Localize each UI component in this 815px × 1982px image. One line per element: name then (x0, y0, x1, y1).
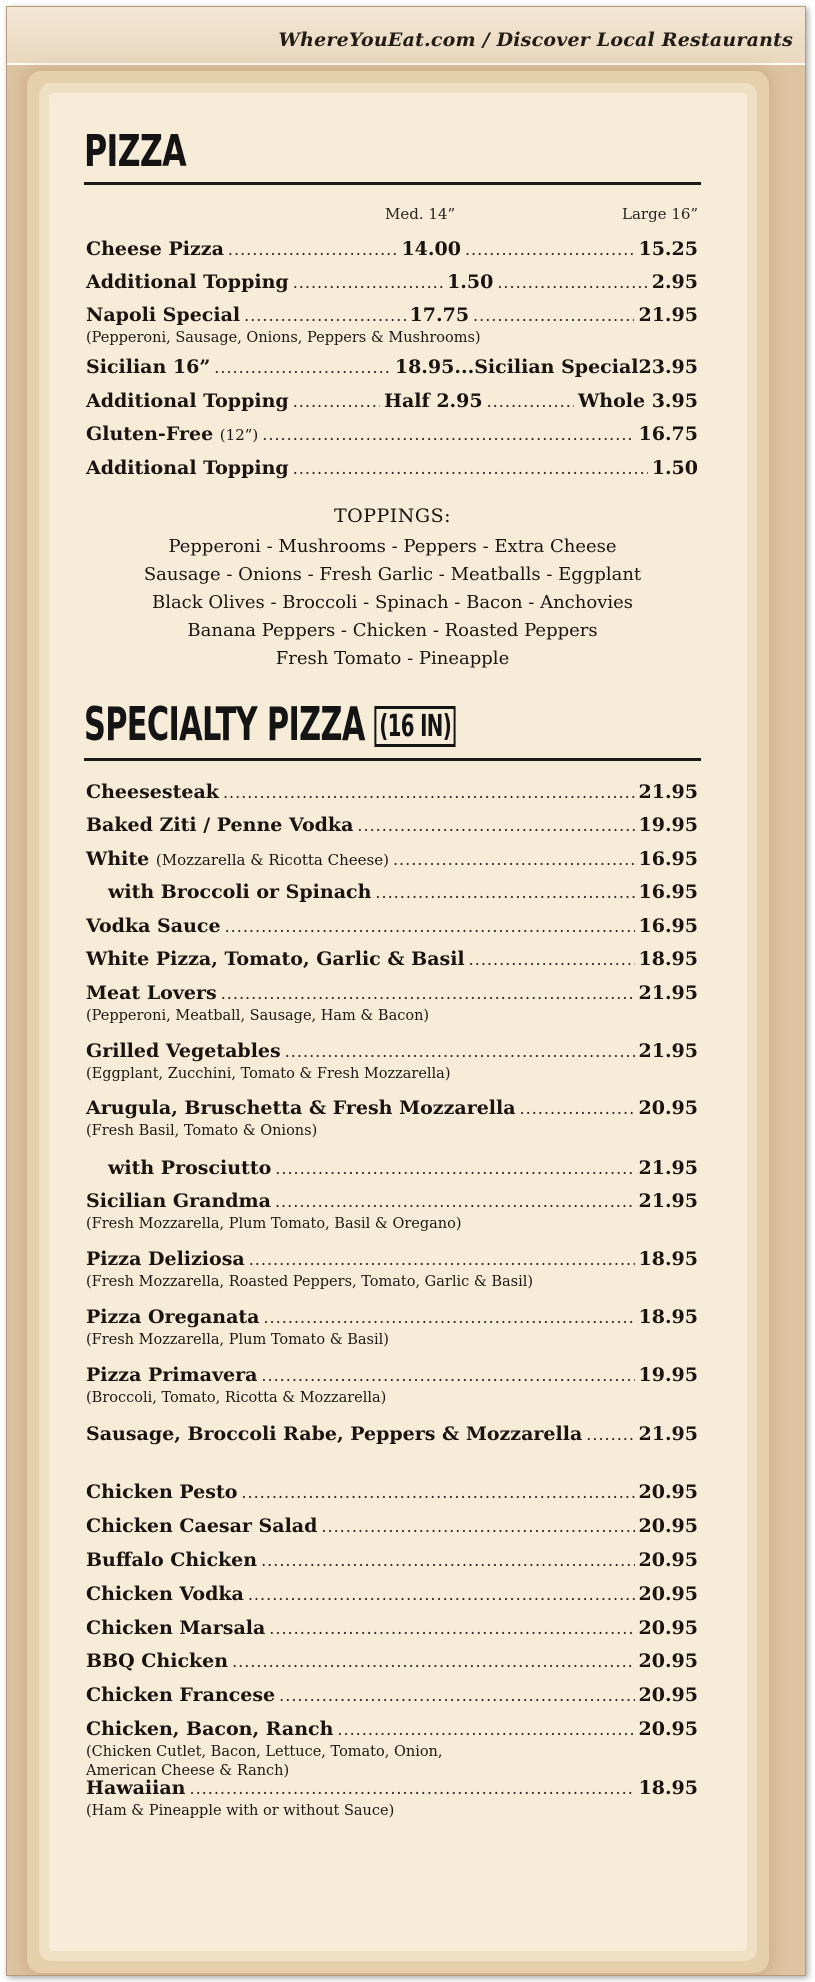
pizza-item[interactable] (86, 304, 698, 330)
specialty-item-price: 16.95 (638, 915, 698, 937)
specialty-item-name: with Broccoli or Spinach (108, 881, 372, 903)
specialty-item[interactable] (86, 1097, 698, 1123)
specialty-item-name: Chicken Vodka (86, 1583, 244, 1605)
specialty-item[interactable] (86, 1248, 698, 1274)
leader-dots (241, 1483, 634, 1505)
pizza-item-name: Additional Topping (86, 457, 289, 479)
specialty-item-price: 21.95 (638, 1423, 698, 1445)
leader-dots (586, 1425, 634, 1447)
pizza-item[interactable] (86, 356, 698, 382)
leader-dots (261, 1551, 634, 1573)
pizza-item[interactable] (86, 423, 698, 449)
leader-dots (473, 306, 634, 328)
specialty-item-description: (Eggplant, Zucchini, Tomato & Fresh Mozzarella) (86, 1066, 451, 1082)
specialty-item-price: 21.95 (638, 1190, 698, 1212)
specialty-item[interactable] (86, 1157, 698, 1183)
specialty-item-price: 21.95 (638, 781, 698, 803)
specialty-item-description-cont: American Cheese & Ranch) (86, 1763, 290, 1779)
specialty-item-price: 20.95 (638, 1650, 698, 1672)
leader-dots (497, 273, 647, 295)
specialty-item[interactable] (86, 1583, 698, 1609)
leader-dots (249, 1250, 635, 1272)
leader-dots (520, 1099, 635, 1121)
leader-dots (223, 783, 635, 805)
pizza-item-alt-name: ...Sicilian Special (454, 356, 639, 378)
leader-dots (261, 1366, 634, 1388)
specialty-item-price: 16.95 (638, 881, 698, 903)
specialty-item-name: BBQ Chicken (86, 1650, 229, 1672)
specialty-item-name: Pizza Primavera (86, 1364, 258, 1386)
leader-dots (275, 1159, 634, 1181)
leader-dots (337, 1720, 634, 1742)
site-banner-text: WhereYouEat.com / Discover Local Restaurants (278, 29, 793, 51)
specialty-item-name: Grilled Vegetables (86, 1040, 281, 1062)
leader-dots (293, 392, 380, 414)
toppings-row: Sausage - Onions - Fresh Garlic - Meatballs - Eggplant (143, 564, 642, 585)
leader-dots (275, 1192, 635, 1214)
specialty-item[interactable] (86, 848, 698, 874)
size-header-medium: Med. 14” (385, 205, 456, 223)
specialty-item-description: (Chicken Cutlet, Bacon, Lettuce, Tomato, Onion, (86, 1744, 443, 1760)
specialty-item[interactable] (86, 1617, 698, 1643)
specialty-item[interactable] (86, 814, 698, 840)
specialty-item-name: Pizza Deliziosa (86, 1248, 245, 1270)
specialty-item-name: Arugula, Bruschetta & Fresh Mozzarella (86, 1097, 516, 1119)
specialty-item-description: (Pepperoni, Meatball, Sausage, Ham & Bacon) (86, 1008, 430, 1024)
pizza-item-price: 16.75 (638, 423, 698, 445)
specialty-item-price: 20.95 (638, 1549, 698, 1571)
specialty-item[interactable] (86, 1364, 698, 1390)
pizza-item-medium-price: 18.95 (394, 356, 455, 378)
pizza-item-description: (Pepperoni, Sausage, Onions, Peppers & Mushrooms) (86, 330, 481, 346)
specialty-item[interactable] (86, 1040, 698, 1066)
leader-dots (285, 1042, 635, 1064)
specialty-heading-text: SPECIALTY PIZZA (84, 697, 365, 751)
toppings-title: TOPPINGS: (333, 505, 452, 527)
specialty-item-price: 18.95 (638, 948, 698, 970)
specialty-item-price: 21.95 (638, 1157, 698, 1179)
pizza-item-name: Sicilian 16” (86, 356, 211, 378)
specialty-item-price: 20.95 (638, 1684, 698, 1706)
specialty-item-name: Chicken Pesto (86, 1481, 238, 1503)
specialty-item-note: (Mozzarella & Ricotta Cheese) (155, 851, 389, 869)
leader-dots (214, 358, 391, 380)
leader-dots (269, 1619, 634, 1641)
specialty-heading-rule (84, 758, 701, 761)
pizza-item-note: (12”) (219, 426, 259, 444)
pizza-item-name: Cheese Pizza (86, 238, 224, 260)
specialty-item-name: White Pizza, Tomato, Garlic & Basil (86, 948, 465, 970)
specialty-item-name: White (Mozzarella & Ricotta Cheese) (86, 848, 389, 870)
toppings-block (84, 505, 701, 673)
site-banner[interactable] (7, 7, 806, 65)
pizza-heading: PIZZA (84, 126, 186, 177)
pizza-item-price: 21.95 (638, 304, 698, 326)
pizza-item[interactable] (86, 390, 698, 416)
pizza-item[interactable] (86, 271, 698, 297)
leader-dots (225, 917, 635, 939)
specialty-item-price: 20.95 (638, 1515, 698, 1537)
pizza-item-medium-price: 14.00 (401, 238, 461, 260)
specialty-item[interactable] (86, 1718, 698, 1744)
pizza-item-medium-price: 17.75 (409, 304, 470, 326)
leader-dots (465, 240, 635, 262)
specialty-item[interactable] (86, 1515, 698, 1541)
leader-dots (190, 1779, 635, 1801)
leader-dots (321, 1517, 634, 1539)
specialty-item-description: (Fresh Mozzarella, Roasted Peppers, Tomato, Garlic & Basil) (86, 1274, 534, 1290)
leader-dots (263, 1308, 634, 1330)
specialty-item-name: with Prosciutto (108, 1157, 272, 1179)
pizza-item[interactable] (86, 238, 698, 264)
specialty-item-description: (Ham & Pineapple with or without Sauce) (86, 1803, 395, 1819)
specialty-item-price: 18.95 (638, 1248, 698, 1270)
toppings-row: Pepperoni - Mushrooms - Peppers - Extra Cheese (168, 536, 617, 557)
leader-dots (248, 1585, 635, 1607)
leader-dots (228, 240, 398, 262)
specialty-item[interactable] (86, 881, 698, 907)
specialty-item-name: Cheesesteak (86, 781, 219, 803)
specialty-item-name: Buffalo Chicken (86, 1549, 258, 1571)
specialty-item[interactable] (86, 1549, 698, 1575)
specialty-item[interactable] (86, 1684, 698, 1710)
specialty-item-name: Sausage, Broccoli Rabe, Peppers & Mozzarella (86, 1423, 583, 1445)
pizza-item-price: 1.50 (651, 457, 698, 479)
specialty-item-price: 20.95 (638, 1097, 698, 1119)
pizza-item-name: Napoli Special (86, 304, 241, 326)
toppings-list (84, 533, 701, 673)
specialty-item-name: Chicken Marsala (86, 1617, 266, 1639)
specialty-item[interactable] (86, 1190, 698, 1216)
specialty-item-name: Pizza Oreganata (86, 1306, 260, 1328)
pizza-item-price: 23.95 (638, 356, 698, 378)
pizza-item-medium-price: Half 2.95 (384, 390, 483, 412)
specialty-item-name: Hawaiian (86, 1777, 186, 1799)
leader-dots (244, 306, 405, 328)
specialty-item-price: 19.95 (638, 814, 698, 836)
leader-dots (262, 425, 634, 447)
specialty-item-description: (Fresh Mozzarella, Plum Tomato, Basil & Oregano) (86, 1216, 462, 1232)
leader-dots (221, 984, 635, 1006)
specialty-item-price: 20.95 (638, 1718, 698, 1740)
specialty-item-price: 18.95 (638, 1306, 698, 1328)
specialty-item-name: Vodka Sauce (86, 915, 221, 937)
leader-dots (375, 883, 634, 905)
leader-dots (232, 1652, 634, 1674)
pizza-item-price: 2.95 (651, 271, 698, 293)
specialty-item-price: 20.95 (638, 1481, 698, 1503)
specialty-item-name: Chicken, Bacon, Ranch (86, 1718, 334, 1740)
pizza-item-medium-price: 1.50 (447, 271, 494, 293)
specialty-item-name: Chicken Caesar Salad (86, 1515, 318, 1537)
specialty-item[interactable] (86, 982, 698, 1008)
pizza-item-name: Gluten-Free (12”) (86, 423, 259, 445)
specialty-item-price: 18.95 (638, 1777, 698, 1799)
toppings-row: Banana Peppers - Chicken - Roasted Peppers (187, 620, 598, 641)
leader-dots (279, 1686, 634, 1708)
leader-dots (293, 459, 648, 481)
specialty-item-price: 20.95 (638, 1617, 698, 1639)
leader-dots (393, 850, 635, 872)
pizza-item-name: Additional Topping (86, 390, 289, 412)
pizza-item-price: Whole 3.95 (577, 390, 698, 412)
specialty-item-name: Chicken Francese (86, 1684, 276, 1706)
specialty-item-name: Baked Ziti / Penne Vodka (86, 814, 354, 836)
specialty-item-name: Sicilian Grandma (86, 1190, 271, 1212)
specialty-item[interactable] (86, 1481, 698, 1507)
specialty-item-price: 21.95 (638, 1040, 698, 1062)
specialty-item[interactable] (86, 1423, 698, 1449)
specialty-item[interactable] (86, 1650, 698, 1676)
specialty-item-price: 21.95 (638, 982, 698, 1004)
pizza-item-price: 15.25 (638, 238, 698, 260)
specialty-item-price: 16.95 (638, 848, 698, 870)
specialty-heading (84, 697, 456, 751)
pizza-heading-rule (84, 182, 701, 185)
specialty-heading-size: (16 IN) (375, 706, 456, 747)
leader-dots (469, 950, 635, 972)
specialty-item-description: (Broccoli, Tomato, Ricotta & Mozzarella) (86, 1390, 387, 1406)
leader-dots (293, 273, 443, 295)
leader-dots (357, 816, 634, 838)
pizza-item-name: Additional Topping (86, 271, 289, 293)
toppings-row: Black Olives - Broccoli - Spinach - Bacon - Anchovies (151, 592, 634, 613)
toppings-row: Fresh Tomato - Pineapple (275, 648, 510, 669)
specialty-item[interactable] (86, 1306, 698, 1332)
specialty-item[interactable] (86, 948, 698, 974)
specialty-item[interactable] (86, 915, 698, 941)
specialty-item[interactable] (86, 1777, 698, 1803)
leader-dots (487, 392, 574, 414)
specialty-item-description: (Fresh Basil, Tomato & Onions) (86, 1123, 318, 1139)
pizza-item[interactable] (86, 457, 698, 483)
specialty-item-name: Meat Lovers (86, 982, 217, 1004)
specialty-item-price: 20.95 (638, 1583, 698, 1605)
size-header-large: Large 16” (622, 205, 699, 223)
specialty-item[interactable] (86, 781, 698, 807)
specialty-item-price: 19.95 (638, 1364, 698, 1386)
specialty-item-description: (Fresh Mozzarella, Plum Tomato & Basil) (86, 1332, 389, 1348)
